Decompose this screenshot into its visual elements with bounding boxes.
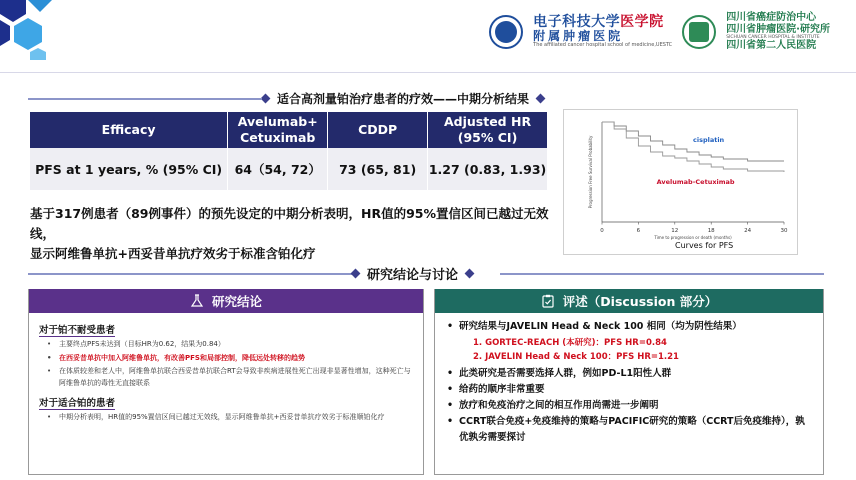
table-cell: 1.27 (0.83, 1.93) <box>428 148 548 190</box>
discussion-list <box>445 319 813 446</box>
discussion-panel <box>434 289 824 475</box>
list-item-text: 研究结果与JAVELIN Head & Neck 100 相同（均为阴性结果） <box>459 321 742 332</box>
discussion-line-left <box>28 273 354 275</box>
x-tick-label: 12 <box>671 228 679 234</box>
university-subtitle: 附属肿瘤医院 <box>533 29 624 44</box>
list-item: • 中期分析表明，HR值的95%置信区间已越过无效线，显示阿维鲁单抗+西妥昔单抗疗效劣于标准顺铂化疗 <box>39 412 413 424</box>
conclusion-panel-title: 研究结论 <box>211 294 262 309</box>
series-line-avelumab-cetuximab <box>602 122 784 172</box>
table-row <box>30 148 548 190</box>
diamond-icon <box>465 269 475 279</box>
flask-icon <box>190 294 204 308</box>
university-english: The affiliated cancer hospital school of medicine,UESTC <box>533 42 673 49</box>
table-header-cell: Adjusted HR (95% CI) <box>428 112 548 148</box>
list-item: • 在体质较差和老人中，阿维鲁单抗联合西妥昔单抗联合RT会导致非疾病进展性死亡出现非显著性增加，这种死亡与阿维鲁单抗的毒性无直接联系 <box>39 366 413 389</box>
efficacy-table <box>30 112 548 190</box>
list-item: • 给药的顺序非常重要 <box>445 382 813 398</box>
efficacy-section-title <box>262 90 544 107</box>
table-header-cell: Efficacy <box>30 112 228 148</box>
pfs-chart <box>563 109 798 255</box>
table-cell: 64（54, 72） <box>228 148 328 190</box>
discussion-line-right <box>500 273 824 275</box>
x-axis-label: Time to progression or death (months) <box>654 235 732 240</box>
header-divider <box>0 72 856 73</box>
y-axis-label: Progression Free Survival Probability <box>588 135 593 209</box>
series-label-avelumab-cetuximab: Avelumab-Cetuximab <box>656 178 735 186</box>
hospital-seal-icon <box>682 15 716 49</box>
hospital-english: SICHUAN CANCER HOSPITAL & INSTITUTE <box>726 35 820 40</box>
table-header-cell: CDDP <box>328 112 428 148</box>
discussion-section-title <box>352 264 473 283</box>
list-item: • 主要终点PFS未达到（目标HR为0.62，结果为0.84） <box>39 339 413 351</box>
table-cell: 73 (65, 81) <box>328 148 428 190</box>
x-tick-label: 24 <box>744 228 752 234</box>
table-header-row <box>30 112 548 148</box>
list-item: • 放疗和免疫治疗之间的相互作用尚需进一步阐明 <box>445 398 813 414</box>
series-label-cisplatin: cisplatin <box>693 136 725 144</box>
conclusion-panel-header <box>29 289 423 313</box>
list-item-highlight: • 在西妥昔单抗中加入阿维鲁单抗，有改善PFS和局部控制，降低远处转移的趋势 <box>39 353 413 365</box>
x-tick-label: 6 <box>636 228 641 234</box>
platinum-intolerant-heading: 对于铂不耐受患者 <box>39 322 115 337</box>
platinum-eligible-list <box>39 412 413 424</box>
discussion-panel-title: 评述（Discussion 部分） <box>562 294 718 309</box>
clipboard-check-icon <box>541 294 555 308</box>
x-tick-label: 0 <box>600 228 604 234</box>
hospital-name-2: 四川省肿瘤医院·研究所 <box>726 23 830 35</box>
hospital-logo-text <box>726 12 830 52</box>
table-header-cell: Avelumab+ Cetuximab <box>228 112 328 148</box>
chart-caption: Curves for PFS <box>675 241 734 250</box>
pfs-plot-layer <box>588 122 788 240</box>
pfs-chart-svg <box>564 110 799 256</box>
university-school: 医学院 <box>620 13 664 30</box>
table-cell: PFS at 1 years, % (95% CI) <box>30 148 228 190</box>
title-line-left <box>28 98 262 100</box>
university-name: 电子科技大学 <box>533 13 621 30</box>
list-item <box>445 319 813 364</box>
platinum-eligible-heading: 对于适合铂的患者 <box>39 395 115 410</box>
hr-item: 2. JAVELIN Head & Neck 100：PFS HR=1.21 <box>473 352 679 362</box>
hospital-name-1: 四川省癌症防治中心 <box>726 12 817 23</box>
discussion-panel-header <box>435 289 823 313</box>
diamond-icon <box>536 94 546 104</box>
list-item: • 此类研究是否需要选择人群，例如PD-L1阳性人群 <box>445 366 813 382</box>
list-item: • CCRT联合免疫+免疫维持的策略与PACIFIC研究的策略（CCRT后免疫维持），孰优孰劣需要探讨 <box>445 414 813 446</box>
hr-item: 1. GORTEC-REACH (本研究)：PFS HR=0.84 <box>473 338 667 348</box>
x-tick-label: 30 <box>780 228 788 234</box>
conclusion-panel <box>28 289 424 475</box>
efficacy-section-title-text: 适合高剂量铂治疗患者的疗效——中期分析结果 <box>277 92 530 106</box>
summary-line-2: 显示阿维鲁单抗+西妥昔单抗疗效劣于标准含铂化疗 <box>30 246 316 261</box>
x-tick-label: 18 <box>707 228 715 234</box>
interim-summary <box>30 204 570 264</box>
university-logo-text <box>533 15 672 49</box>
discussion-section-title-text: 研究结论与讨论 <box>367 268 459 283</box>
university-seal-icon <box>489 15 523 49</box>
corner-decoration <box>0 0 60 60</box>
platinum-intolerant-list <box>39 339 413 389</box>
header-logos <box>489 12 830 52</box>
hr-comparison-list <box>459 336 813 364</box>
hospital-name-3: 四川省第二人民医院 <box>726 40 817 52</box>
summary-line-1: 基于317例患者（89例事件）的预先设定的中期分析表明，HR值的95%置信区间已越过无效线， <box>30 206 549 241</box>
